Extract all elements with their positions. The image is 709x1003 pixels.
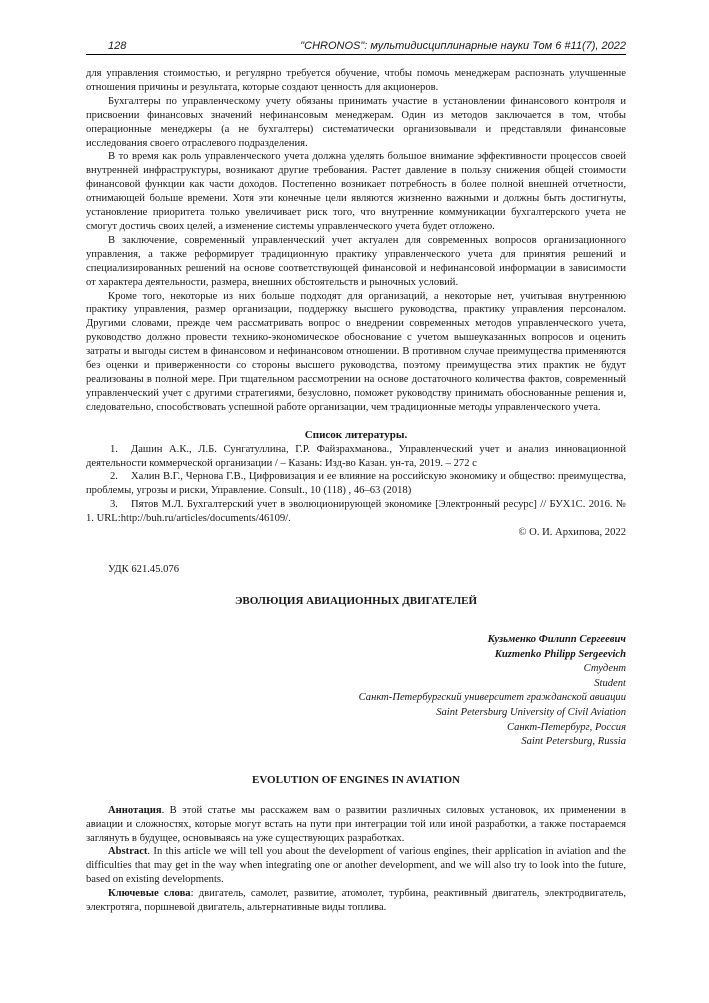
paragraph: В то время как роль управленческого учета должна уделять большое внимание эффективности процессов своей внутренней инфраструктуры, возникают другие требования. Растет давление в пользу снижения общей стоимости финансовой функции как части доходов. Постепенно возникает потребность в более полной внешней отчетности, отнимающей больше времени. Хотя эти конечные цели являются жизненно важными и должны быть достигнуты, установление приоритета только увеличивает риск того, что внутренние коммуникации бухгалтерского учета не смогут достичь своих целей, а изменение системы управленческого учета будет отложено. bbox=[86, 151, 626, 232]
article-title-ru: ЭВОЛЮЦИЯ АВИАЦИОННЫХ ДВИГАТЕЛЕЙ bbox=[234, 595, 478, 607]
page-number: 128 bbox=[108, 40, 127, 52]
author-role-ru: Студент bbox=[583, 663, 626, 675]
author-block bbox=[86, 633, 626, 750]
paragraph: для управления стоимостью, и регулярно требуется обучение, чтобы помочь менеджерам распознать улучшенные отношения причины и результата, которые создают ценность для акционеров. bbox=[86, 68, 626, 93]
running-header bbox=[86, 40, 626, 55]
reference-item: 1. Дашин А.К., Л.Б. Сунгатуллина, Г.Р. Файзрахманова., Управленческий учет и анализ инновационной деятельности коммерческой организации / – Казань: Изд-во Казан. ун-та, 2019. – 272 с bbox=[86, 443, 626, 469]
annotation: Аннотация. В этой статье мы расскажем вам о развитии различных силовых установок, их применении в авиации и сложностях, которые могут встать на пути при интеграции той или иной разработки, а также постараемся заглянуть в будущее, основываясь на уже существующих разработках. bbox=[86, 804, 626, 844]
reference-item: 3. Пятов М.Л. Бухгалтерский учет в эволюционирующей экономике [Электронный ресурс] // БУХ1С. 2016. № 1. URL:http://buh.ru/articles/documents/46109/. bbox=[86, 499, 626, 525]
author-name-en: Kuzmenko Philipp Sergeevich bbox=[494, 648, 626, 660]
author-role-en: Student bbox=[594, 677, 626, 689]
copyright: © О. И. Архипова, 2022 bbox=[518, 527, 626, 539]
body-text bbox=[86, 67, 626, 415]
page bbox=[86, 40, 626, 915]
journal-title: "CHRONOS": мультидисциплинарные науки Том 6 #11(7), 2022 bbox=[300, 40, 626, 52]
paragraph: Бухгалтеры по управленческому учету обязаны принимать участие в установлении финансового контроля и присвоении финансовых значений нефинансовым менеджерам. Один из методов заключается в том, чтобы операционные менеджеры (а не бухгалтеры) систематически организовывали и представляли финансовые исследования своего отраслевого подразделения. bbox=[86, 95, 626, 149]
university-ru: Санкт-Петербургский университет гражданской авиации bbox=[358, 692, 626, 704]
author-name-ru: Кузьменко Филипп Сергеевич bbox=[487, 634, 626, 645]
city-en: Saint Petersburg, Russia bbox=[521, 736, 626, 748]
article-title-en: EVOLUTION OF ENGINES IN AVIATION bbox=[251, 773, 460, 786]
reference-item: 2. Халин В.Г., Чернова Г.В., Цифровизация и ее влияние на российскую экономику и общество: преимущества, проблемы, угрозы и риски, Управление. Consult., 10 (118) , 46–63 (2018) bbox=[86, 471, 626, 497]
abstract: Abstract. In this article we will tell you about the development of various engines, their application in aviation and the difficulties that may get in the way when integrating one or another development, and we will also try to look into the future, based on existing developments. bbox=[86, 846, 626, 886]
university-en: Saint Petersburg University of Civil Aviation bbox=[436, 706, 626, 718]
references-heading: Список литературы. bbox=[304, 428, 408, 441]
paragraph: В заключение, современный управленческий учет актуален для современных вопросов организационного управления, а также реформирует традиционную практику управленческого учета для принятия решений и специализированных решений на основе соответствующей финансовой и нефинансовой информации в зависимости от характера деятельности, размера, внешних обстоятельств и рыночных условий. bbox=[86, 234, 626, 288]
paragraph: Кроме того, некоторые из них больше подходят для организаций, а некоторые нет, учитывая внутреннюю практику управления, размер организации, поддержку высшего руководства, практику управления персоналом. Другими словами, прежде чем рассматривать вопрос о внедрении современных методов управленческого учета, руководство должно провести технико-экономическое обоснование с учетом вышеуказанных вопросов и оценить затраты и выгоды систем в финансовом и нефинансовом отношении. В противном случае преимущества применяются без оценки и приверженности со стороны высшего руководства, поэтому преимущества этих практик не будут реализованы в полной мере. При тщательном рассмотрении на основе достаточного количества фактов, современный управленческий учет с другими стратегиями, безусловно, поможет руководству принимать обоснованные решения и, следовательно, способствовать успешной работе организации, чем традиционные методы управленческого учета. bbox=[86, 290, 626, 413]
city-ru: Санкт-Петербург, Россия bbox=[506, 721, 626, 733]
udk-code: УДК 621.45.076 bbox=[108, 564, 180, 575]
keywords: Ключевые слова: двигатель, самолет, развитие, атомолет, турбина, реактивный двигатель, электродвигатель, электротяга, поршневой двигатель, альтернативные виды топлива. bbox=[86, 888, 626, 914]
